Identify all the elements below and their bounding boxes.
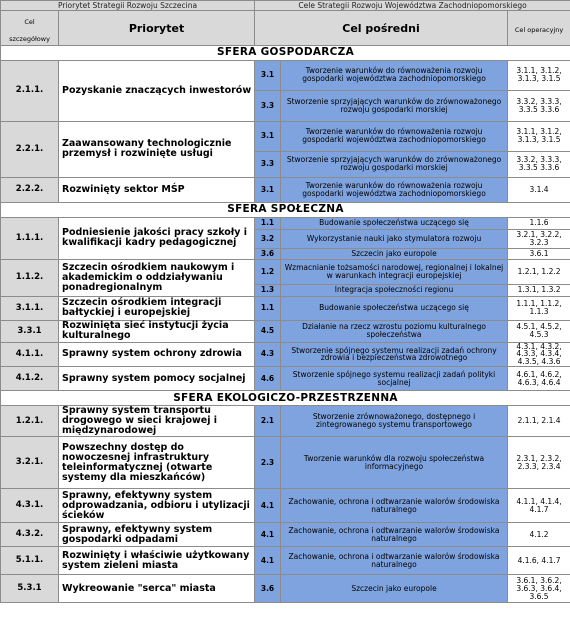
cel-posredni-text: Stworzenie sprzyjających warunków do zrównoważonego rozwoju gospodarki morskiej (281, 151, 508, 177)
cel-operacyjny-numbers: 3.6.1 (508, 248, 570, 259)
cel-posredni-number: 1.3 (255, 284, 281, 296)
cel-posredni-number: 3.3 (255, 90, 281, 121)
cel-szczegolowy-code: 1.1.1. (1, 217, 59, 259)
cel-operacyjny-numbers: 3.1.1, 3.1.2, 3.1.3, 3.1.5 (508, 60, 570, 90)
sphere-title: SFERA GOSPODARCZA (1, 45, 570, 60)
priority-text: Sprawny system transportu drogowego w sieci krajowej i międzynarodowej (59, 406, 255, 437)
table-row (1, 177, 570, 202)
cel-posredni-text: Stworzenie spójnego systemu realizacji zadań polityki socjalnej (281, 367, 508, 391)
cel-szczegolowy-code: 3.2.1. (1, 437, 59, 489)
priority-text: Zaawansowany technologicznie przemysł i rozwinięte usługi (59, 121, 255, 177)
col-header-cel-szczegolowy: Cel szczegółowy (1, 11, 59, 46)
priority-text: Sprawny, efektywny system odprowadzania, odbioru i utylizacji ścieków (59, 489, 255, 523)
table-row (1, 259, 570, 284)
cel-operacyjny-numbers: 3.3.2, 3.3.3, 3.3.5 3.3.6 (508, 151, 570, 177)
priority-text: Rozwinięty sektor MŚP (59, 177, 255, 202)
cel-operacyjny-numbers: 1.2.1, 1.2.2 (508, 259, 570, 284)
cel-posredni-text: Szczecin jako europole (281, 575, 508, 603)
table-row (1, 547, 570, 575)
priority-text: Pozyskanie znaczących inwestorów (59, 60, 255, 121)
cel-operacyjny-numbers: 4.1.1, 4.1.4, 4.1.7 (508, 489, 570, 523)
priority-text: Sprawny system ochrony zdrowia (59, 342, 255, 367)
cel-szczegolowy-code: 1.2.1. (1, 406, 59, 437)
priority-text: Rozwinięta sieć instytucji życia kulturalnego (59, 320, 255, 342)
cel-posredni-number: 4.3 (255, 342, 281, 367)
priority-text: Wykreowanie "serca" miasta (59, 575, 255, 603)
priority-text: Sprawny, efektywny system gospodarki odpadami (59, 523, 255, 547)
cel-posredni-number: 1.1 (255, 296, 281, 320)
cel-posredni-number: 3.6 (255, 248, 281, 259)
cel-operacyjny-numbers: 3.3.2, 3.3.3, 3.3.5 3.3.6 (508, 90, 570, 121)
cel-operacyjny-numbers: 4.3.1, 4.3.2, 4.3.3, 4.3.4, 4.3.5, 4.3.6 (508, 342, 570, 367)
cel-posredni-number: 3.1 (255, 121, 281, 151)
priority-text: Powszechny dostęp do nowoczesnej infrastruktury teleinformatycznej (otwarte systemy dla mieszkańców) (59, 437, 255, 489)
table-row (1, 121, 570, 151)
cel-posredni-text: Działanie na rzecz wzrostu poziomu kulturalnego społeczeństwa (281, 320, 508, 342)
sphere-row (1, 391, 570, 406)
table-row (1, 523, 570, 547)
cel-szczegolowy-code: 1.1.2. (1, 259, 59, 296)
priority-text: Sprawny system pomocy socjalnej (59, 367, 255, 391)
cel-posredni-text: Tworzenie warunków dla rozwoju społeczeństwa informacyjnego (281, 437, 508, 489)
cel-operacyjny-numbers: 3.1.1, 3.1.2, 3.1.3, 3.1.5 (508, 121, 570, 151)
cel-operacyjny-numbers: 2.3.1, 2.3.2, 2.3.3, 2.3.4 (508, 437, 570, 489)
cel-posredni-number: 3.3 (255, 151, 281, 177)
cel-operacyjny-numbers: 4.5.1, 4.5.2, 4.5.3 (508, 320, 570, 342)
cel-posredni-text: Stworzenie zrównoważonego, dostępnego i zintegrowanego systemu transportowego (281, 406, 508, 437)
cel-operacyjny-numbers: 1.1.6 (508, 217, 570, 229)
cel-posredni-number: 4.1 (255, 523, 281, 547)
cel-posredni-number: 3.1 (255, 60, 281, 90)
cel-posredni-text: Stworzenie spójnego systemu realizacji zadań ochrony zdrowia i bezpieczeństwa zdrowotnego (281, 342, 508, 367)
cel-posredni-number: 2.1 (255, 406, 281, 437)
table-row (1, 489, 570, 523)
cel-posredni-number: 4.5 (255, 320, 281, 342)
priority-text: Rozwinięty i właściwie użytkowany system zieleni miasta (59, 547, 255, 575)
table-row (1, 320, 570, 342)
priority-text: Szczecin ośrodkiem naukowym i akademickim o oddziaływaniu ponadregionalnym (59, 259, 255, 296)
cel-operacyjny-numbers: 3.2.1, 3.2.2, 3.2.3 (508, 229, 570, 248)
cel-szczegolowy-code: 4.1.1. (1, 342, 59, 367)
cel-szczegolowy-code: 2.1.1. (1, 60, 59, 121)
cel-operacyjny-numbers: 3.6.1, 3.6.2, 3.6.3, 3.6.4, 3.6.5 (508, 575, 570, 603)
header-left-group: Priorytet Strategii Rozwoju Szczecina (1, 1, 255, 11)
cel-operacyjny-numbers: 4.1.2 (508, 523, 570, 547)
cel-szczegolowy-code: 2.2.2. (1, 177, 59, 202)
cel-posredni-text: Tworzenie warunków do równoważenia rozwoju gospodarki województwa zachodniopomorskiego (281, 177, 508, 202)
cel-operacyjny-numbers: 4.1.6, 4.1.7 (508, 547, 570, 575)
table-row (1, 367, 570, 391)
sphere-row (1, 45, 570, 60)
cel-posredni-text: Budowanie społeczeństwa uczącego się (281, 296, 508, 320)
cel-operacyjny-numbers: 1.3.1, 1.3.2 (508, 284, 570, 296)
table-row (1, 217, 570, 229)
table-row (1, 575, 570, 603)
cel-posredni-number: 4.6 (255, 367, 281, 391)
table-body (1, 45, 570, 603)
cel-szczegolowy-code: 3.1.1. (1, 296, 59, 320)
cel-posredni-number: 4.1 (255, 489, 281, 523)
cel-posredni-text: Tworzenie warunków do równoważenia rozwoju gospodarki województwa zachodniopomorskiego (281, 60, 508, 90)
cel-operacyjny-numbers: 1.1.1, 1.1.2, 1.1.3 (508, 296, 570, 320)
table-row (1, 437, 570, 489)
priority-text: Podniesienie jakości pracy szkoły i kwalifikacji kadry pedagogicznej (59, 217, 255, 259)
cel-posredni-text: Integracja społeczności regionu (281, 284, 508, 296)
cel-posredni-number: 2.3 (255, 437, 281, 489)
cel-posredni-number: 3.6 (255, 575, 281, 603)
col-header-cel-operacyjny: Cel operacyjny (508, 11, 570, 46)
cel-posredni-number: 4.1 (255, 547, 281, 575)
col-header-cel-posredni: Cel pośredni (255, 11, 508, 46)
cel-szczegolowy-code: 4.3.2. (1, 523, 59, 547)
cel-szczegolowy-code: 4.1.2. (1, 367, 59, 391)
cel-szczegolowy-code: 5.1.1. (1, 547, 59, 575)
cel-szczegolowy-code: 2.2.1. (1, 121, 59, 177)
cel-posredni-number: 1.2 (255, 259, 281, 284)
cel-posredni-number: 3.2 (255, 229, 281, 248)
cel-posredni-text: Budowanie społeczeństwa uczącego się (281, 217, 508, 229)
cel-posredni-text: Zachowanie, ochrona i odtwarzanie walorów środowiska naturalnego (281, 523, 508, 547)
col-header-priorytet: Priorytet (59, 11, 255, 46)
cel-posredni-text: Szczecin jako europole (281, 248, 508, 259)
cel-posredni-text: Wzmacnianie tożsamości narodowej, regionalnej i lokalnej w warunkach integracji europejskiej (281, 259, 508, 284)
group-header-row (1, 1, 570, 11)
cel-posredni-text: Zachowanie, ochrona i odtwarzanie walorów środowiska naturalnego (281, 547, 508, 575)
cel-szczegolowy-code: 3.3.1 (1, 320, 59, 342)
cel-szczegolowy-code: 5.3.1 (1, 575, 59, 603)
cel-posredni-number: 1.1 (255, 217, 281, 229)
sphere-row (1, 202, 570, 217)
cel-posredni-text: Stworzenie sprzyjających warunków do zrównoważonego rozwoju gospodarki morskiej (281, 90, 508, 121)
cel-posredni-text: Zachowanie, ochrona i odtwarzanie walorów środowiska naturalnego (281, 489, 508, 523)
header-right-group: Cele Strategii Rozwoju Województwa Zachodniopomorskiego (255, 1, 570, 11)
priority-text: Szczecin ośrodkiem integracji bałtyckiej i europejskiej (59, 296, 255, 320)
cel-operacyjny-numbers: 2.1.1, 2.1.4 (508, 406, 570, 437)
column-header-row (1, 11, 570, 46)
table-row (1, 60, 570, 90)
cel-posredni-number: 3.1 (255, 177, 281, 202)
table-row (1, 342, 570, 367)
cel-operacyjny-numbers: 3.1.4 (508, 177, 570, 202)
cel-szczegolowy-code: 4.3.1. (1, 489, 59, 523)
table-row (1, 296, 570, 320)
table-row (1, 406, 570, 437)
sphere-title: SFERA EKOLOGICZO-PRZESTRZENNA (1, 391, 570, 406)
sphere-title: SFERA SPOŁECZNA (1, 202, 570, 217)
cel-posredni-text: Wykorzystanie nauki jako stymulatora rozwoju (281, 229, 508, 248)
cel-operacyjny-numbers: 4.6.1, 4.6.2, 4.6.3, 4.6.4 (508, 367, 570, 391)
cel-posredni-text: Tworzenie warunków do równoważenia rozwoju gospodarki województwa zachodniopomorskiego (281, 121, 508, 151)
